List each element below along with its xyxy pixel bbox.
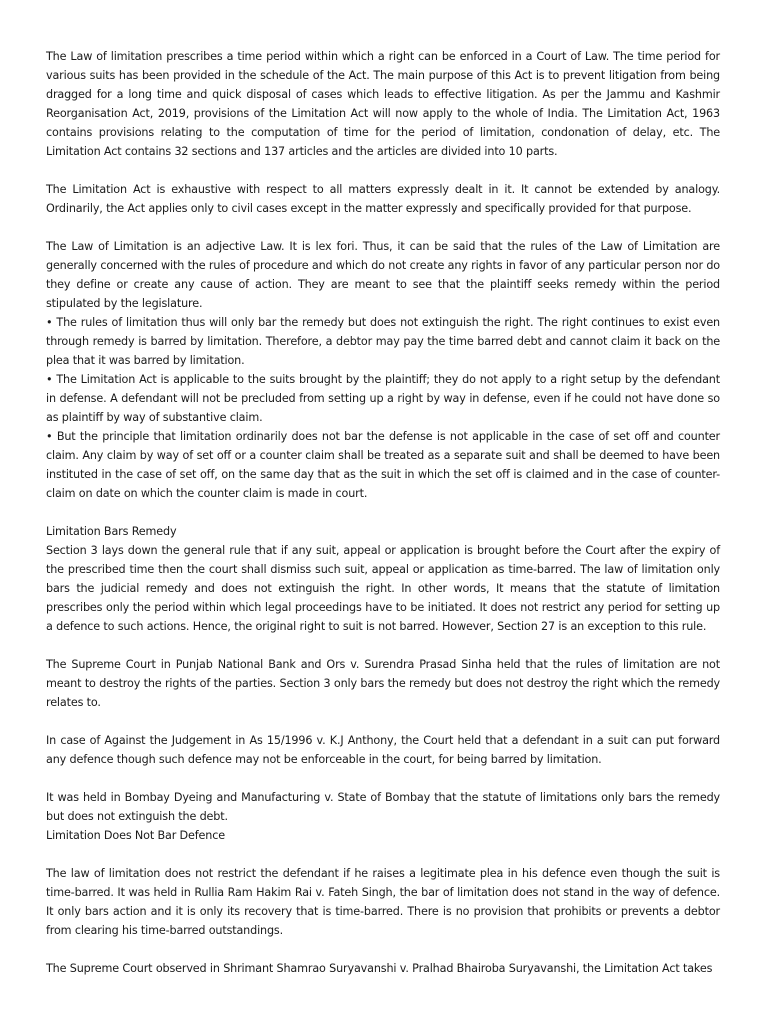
document-page (46, 47, 720, 978)
heading-limitation-bars-remedy: Limitation Bars Remedy (46, 525, 177, 538)
bombay-dyeing-section (46, 788, 720, 845)
paragraph-section-3: Section 3 lays down the general rule that if any suit, appeal or application is brought before the Court after the expiry of the prescribed time then the court shall dismiss such suit, appeal or application as time-barred. The law of limitation only bars the judicial remedy and does not extinguish the right. In other words, It means that the statute of limitation prescribes only the period within which legal proceedings have to be initiated. It does not restrict any period for setting up a defence to such actions. Hence, the original right to suit is not barred. However, Section 27 is an exception to this rule. (46, 544, 720, 633)
bullet-set-off: • But the principle that limitation ordinarily does not bar the defense is not applicable in the case of set off and counter claim. Any claim by way of set off or a counter claim shall be treated as a separate suit and shall be deemed to have been instituted in the case of set off, on the same day that as the suit in which the set off is claimed and in the case of counter-claim on date on which the counter claim is made in court. (46, 430, 720, 500)
bullet-plaintiff-suits: • The Limitation Act is applicable to the suits brought by the plaintiff; they do not apply to a right setup by the defendant in defense. A defendant will not be precluded from setting up a right by way in defense, even if he could not have done so as plaintiff by way of substantive claim. (46, 373, 720, 424)
adjective-law-section (46, 237, 720, 503)
paragraph-kj-anthony: In case of Against the Judgement in As 15/1996 v. K.J Anthony, the Court held that a defendant in a suit can put forward any defence though such defence may not be enforceable in the court, for being barred by limitation. (46, 734, 720, 766)
paragraph-pnb-case: The Supreme Court in Punjab National Bank and Ors v. Surendra Prasad Sinha held that the rules of limitation are not meant to destroy the rights of the parties. Section 3 only bars the remedy but does not destroy the right which the remedy relates to. (46, 658, 720, 709)
paragraph-adjective-law: The Law of Limitation is an adjective Law. It is lex fori. Thus, it can be said that the rules of the Law of Limitation are generally concerned with the rules of procedure and which do not create any rights in favor of any particular person nor do they define or create any cause of action. They are meant to see that the plaintiff seeks remedy within the period stipulated by the legislature. (46, 240, 720, 310)
paragraph-suryavanshi: The Supreme Court observed in Shrimant Shamrao Suryavanshi v. Pralhad Bhairoba Suryavanshi, the Limitation Act takes (46, 962, 713, 975)
paragraph-defence: The law of limitation does not restrict the defendant if he raises a legitimate plea in his defence even though the suit is time-barred. It was held in Rullia Ram Hakim Rai v. Fateh Singh, the bar of limitation does not stand in the way of defence. It only bars action and it is only its recovery that is time-barred. There is no provision that prohibits or prevents a debtor from clearing his time-barred outstandings. (46, 867, 720, 937)
paragraph-intro: The Law of limitation prescribes a time period within which a right can be enforced in a Court of Law. The time period for various suits has been provided in the schedule of the Act. The main purpose of this Act is to prevent litigation from being dragged for a long time and quick disposal of cases which leads to effective litigation. As per the Jammu and Kashmir Reorganisation Act, 2019, provisions of the Limitation Act will now apply to the whole of India. The Limitation Act, 1963 contains provisions relating to the computation of time for the period of limitation, condonation of delay, etc. The Limitation Act contains 32 sections and 137 articles and the articles are divided into 10 parts. (46, 50, 720, 158)
paragraph-exhaustive: The Limitation Act is exhaustive with respect to all matters expressly dealt in it. It cannot be extended by analogy. Ordinarily, the Act applies only to civil cases except in the matter expressly and specifically provided for that purpose. (46, 183, 720, 215)
heading-does-not-bar-defence: Limitation Does Not Bar Defence (46, 829, 225, 842)
paragraph-bombay-dyeing: It was held in Bombay Dyeing and Manufacturing v. State of Bombay that the statute of limitations only bars the remedy but does not extinguish the debt. (46, 791, 720, 823)
bars-remedy-section (46, 522, 720, 636)
bullet-bar-remedy: • The rules of limitation thus will only bar the remedy but does not extinguish the right. The right continues to exist even through remedy is barred by limitation. Therefore, a debtor may pay the time barred debt and cannot claim it back on the plea that it was barred by limitation. (46, 316, 720, 367)
